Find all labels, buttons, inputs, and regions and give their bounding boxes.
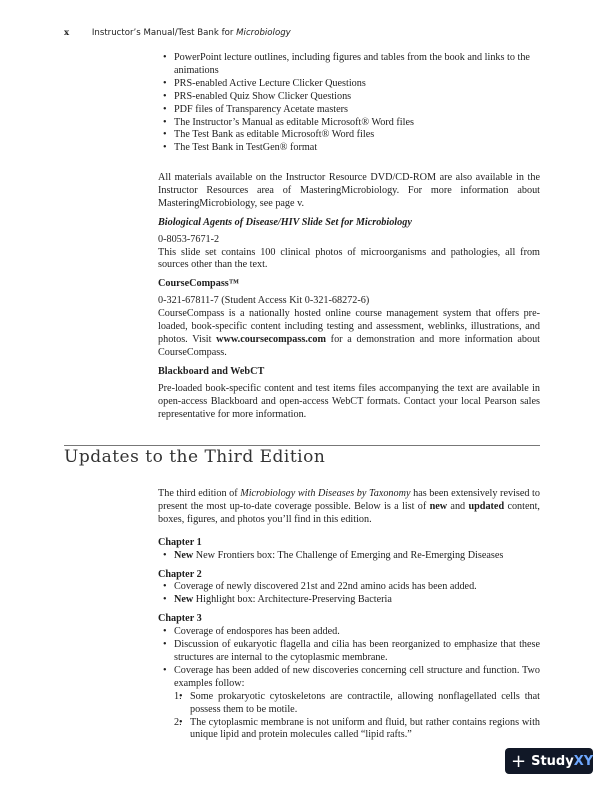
numbered-item (174, 717, 540, 743)
chapter-1-heading: Chapter 1 (158, 536, 202, 548)
list-item: • Discussion of eukaryotic flagella and cilia has been reorganized to emphasize that these structures are internal to the cytoplasmic membrane. (158, 639, 540, 665)
list-item: • The Test Bank in TestGen® format (158, 142, 540, 155)
list-item (158, 550, 540, 563)
page-number: x (64, 28, 70, 38)
intro-text-c: content, boxes, figures, and photos you’ll find in this edition. (158, 500, 540, 525)
brand-text: Study (531, 753, 574, 769)
slide-set-title: Biological Agents of Disease/HIV Slide Set for Microbiology (158, 216, 412, 228)
list-item: • Coverage of newly discovered 21st and 22nd amino acids has been added. (158, 581, 540, 594)
slide-set-block (158, 217, 540, 273)
supplements-section (158, 172, 540, 421)
list-item: • Coverage of endospores has been added. (158, 626, 540, 639)
chapter-1-list (158, 550, 540, 563)
list-item: • The Instructor’s Manual as editable Microsoft® Word files (158, 117, 540, 130)
coursecompass-link[interactable]: www.coursecompass.com (216, 333, 326, 345)
coursecompass-desc-start: CourseCompass is a nationally hosted online course management system that offers pre-loaded, book-specific content including testing and assessment, weblinks, illustrations, and photos. Visit (158, 308, 540, 345)
resources-list (158, 52, 540, 155)
header-title-italic: Microbiology (236, 28, 291, 38)
updates-section (158, 488, 540, 742)
blackboard-block (158, 366, 540, 422)
plus-icon: + (511, 750, 527, 772)
header-title: Instructor’s Manual/Test Bank for (91, 28, 237, 38)
new-emphasis: new (429, 500, 448, 512)
blackboard-title: Blackboard and WebCT (158, 365, 265, 377)
coursecompass-desc-end: for a demonstration and more information about CourseCompass. (158, 333, 541, 358)
brand-accent-text: XY (573, 753, 594, 769)
slide-set-description: This slide set contains 100 clinical photos of microorganisms and pathologies, all from sources other than the text. (158, 246, 540, 271)
chapter-3-heading: Chapter 3 (158, 613, 202, 625)
running-header (64, 28, 291, 38)
intro-paragraph: All materials available on the Instructor Resource DVD/CD-ROM are also available in the Instructor Resources area of MasteringMicrobiology. For more information about MasteringMicrobiology, see page v. (158, 172, 540, 209)
coursecompass-block (158, 278, 540, 359)
studyxy-watermark[interactable] (505, 748, 593, 774)
updates-intro (158, 488, 540, 527)
numbered-item-text: The cytoplasmic membrane is not uniform and fluid, but rather contains regions with unique lipid and protein molecules called “lipid rafts.” (190, 716, 540, 741)
intro-text-b: has been extensively revised to present the most up-to-date coverage possible. Below is a list of (158, 488, 540, 512)
list-item (158, 594, 540, 607)
list-item: • PRS-enabled Active Lecture Clicker Questions (158, 78, 540, 91)
list-item: • PowerPoint lecture outlines, including figures and tables from the book and links to the animations (158, 52, 540, 78)
item-number: • 1. (174, 690, 182, 702)
list-item: • PDF files of Transparency Acetate masters (158, 104, 540, 117)
item-number: • 2. (174, 716, 182, 728)
numbered-item-text: Some prokaryotic cytoskeletons are contractile, allowing nonflagellated cells that possess them to be motile. (190, 690, 540, 715)
list-item-text: Highlight box: Architecture-Preserving Bacteria (195, 594, 392, 606)
chapter-3-list (158, 626, 540, 742)
list-item-text: Coverage has been added of new discoveries concerning cell structure and function. Two examples follow: (174, 664, 540, 689)
coursecompass-title: CourseCompass™ (158, 278, 239, 290)
book-title: Microbiology with Diseases by Taxonomy (240, 488, 411, 499)
list-item: • The Test Bank as editable Microsoft® Word files (158, 129, 540, 142)
section-heading: Updates to the Third Edition (64, 447, 326, 467)
coursecompass-isbn: 0-321-67811-7 (Student Access Kit 0-321-68272-6) (158, 295, 370, 307)
updated-emphasis: updated (468, 500, 505, 512)
numbered-list (174, 691, 540, 743)
chapter-2-heading: Chapter 2 (158, 568, 202, 580)
new-label: New (174, 549, 194, 561)
new-label: New (174, 594, 194, 606)
intro-text-a: The third edition of (158, 488, 241, 499)
slide-set-isbn: 0-8053-7671-2 (158, 233, 220, 245)
list-item: • PRS-enabled Quiz Show Clicker Questions (158, 91, 540, 104)
chapter-2-list (158, 581, 540, 607)
coursecompass-description (158, 308, 540, 360)
numbered-item (174, 691, 540, 717)
list-item (158, 665, 540, 742)
list-item-text: New Frontiers box: The Challenge of Emerging and Re-Emerging Diseases (195, 549, 504, 561)
resources-list-block (158, 52, 540, 155)
section-divider (64, 445, 540, 446)
blackboard-description: Pre-loaded book-specific content and test items files accompanying the text are available in open-access Blackboard and open-access WebCT formats. Contact your local Pearson sales representative for more information. (158, 382, 540, 420)
intro-and: and (447, 500, 469, 512)
